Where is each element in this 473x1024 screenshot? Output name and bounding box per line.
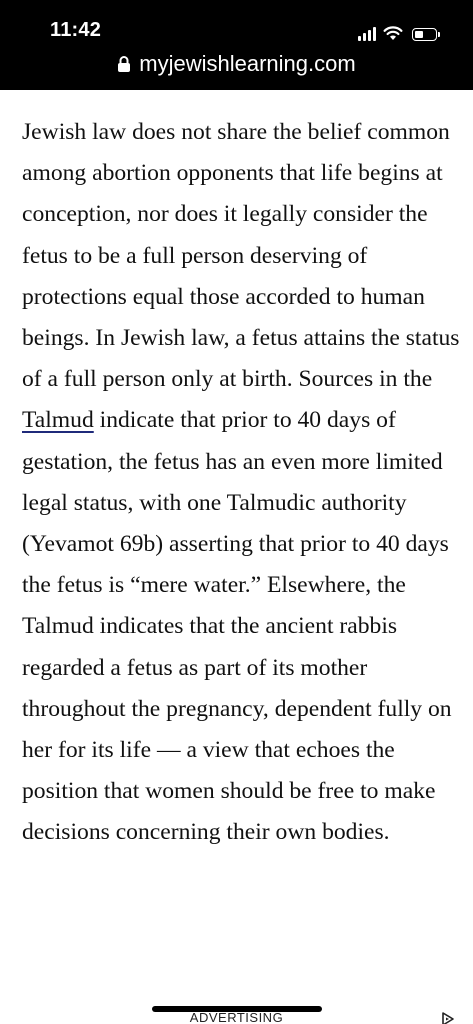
url-domain: myjewishlearning.com xyxy=(139,51,356,76)
advertising-label: ADVERTISING xyxy=(189,1010,284,1024)
address-bar[interactable] xyxy=(0,51,473,77)
article-text-after-link: indicate that prior to 40 days of gestation, the fetus has an even more limited legal status, with one Talmudic authority (Yevamot 69b) asserting that prior to 40 days the fetus is “mere water.” Elsewhere, the Talmud indicates that the ancient rabbis regarded a fetus as part of its mother throughout the pregnancy, dependent fully on her for its life — a view that echoes the position that women should be free to make decisions concerning their own bodies. xyxy=(22,407,452,846)
status-bar xyxy=(0,0,473,90)
article-text-before-link: Jewish law does not share the belief common among abortion opponents that life begins at conception, nor does it legally consider the fetus to be a full person deserving of protections equal those accorded to human beings. In Jewish law, a fetus attains the status of a full person only at birth. Sources in the xyxy=(22,119,460,393)
battery-icon xyxy=(412,28,437,41)
talmud-link[interactable]: Talmud xyxy=(22,407,94,434)
wifi-icon xyxy=(383,26,403,41)
adchoices-icon[interactable] xyxy=(441,1012,455,1024)
status-icons xyxy=(358,23,437,41)
status-time: 11:42 xyxy=(50,19,102,41)
article-paragraph xyxy=(22,112,460,854)
cellular-signal-icon xyxy=(358,27,376,41)
lock-icon xyxy=(117,55,131,73)
